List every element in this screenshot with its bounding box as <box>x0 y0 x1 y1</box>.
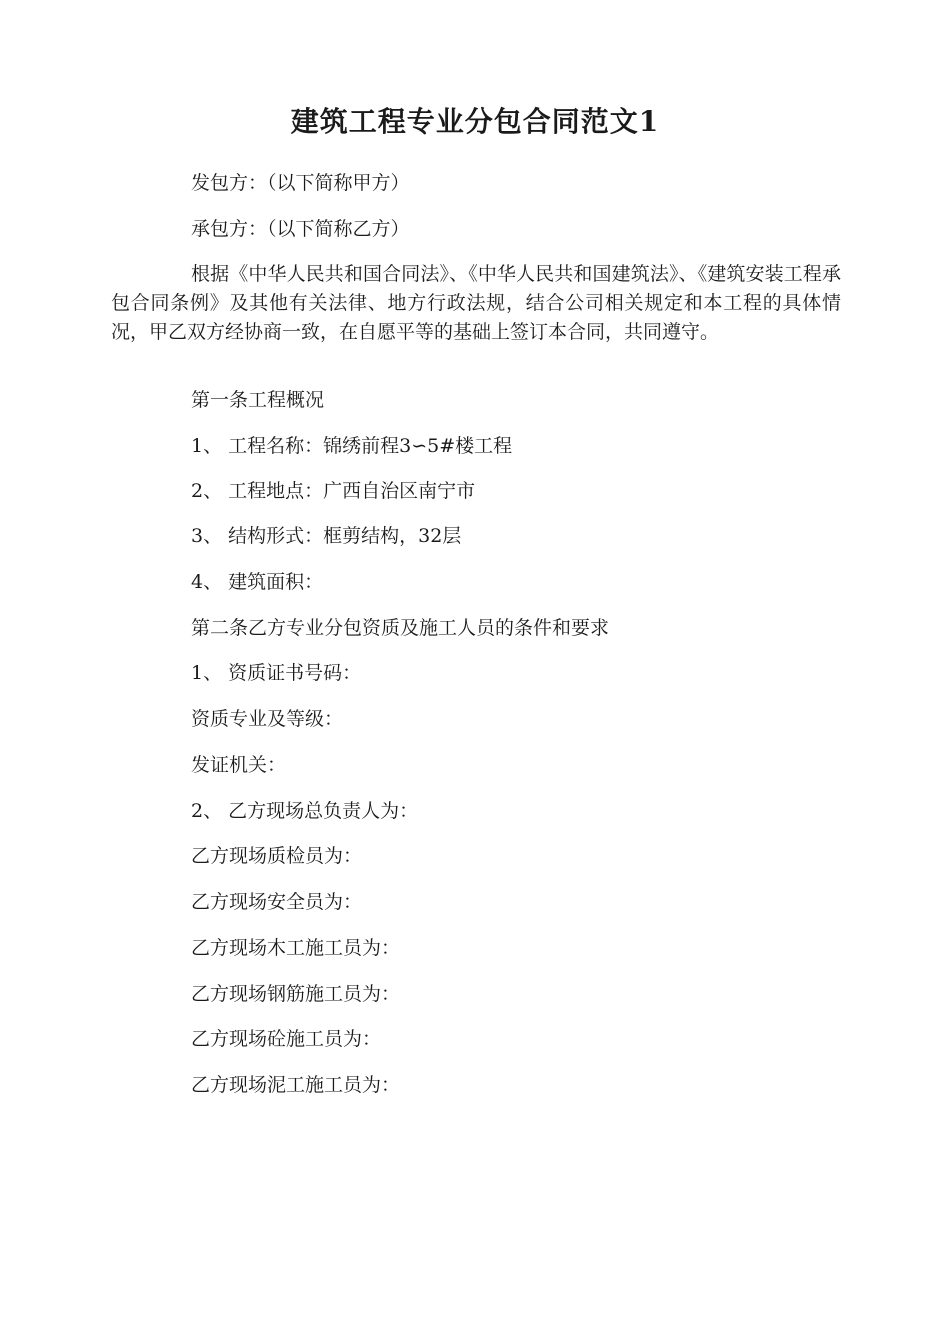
article1-heading: 第一条工程概况 <box>191 389 325 411</box>
contractor-line: 发包方：（以下简称甲方） <box>191 172 410 194</box>
article2-line: 2、 乙方现场总负责人为： <box>191 800 419 822</box>
preamble-paragraph: 根据《中华人民共和国合同法》、《中华人民共和国建筑法》、《建筑安装工程承包合同条例》及其他有关法律、地方行政法规，结合公司相关规定和本工程的具体情况，甲乙双方经协商一致，在自愿平等的基础上签订本合同，共同遵守。 <box>111 263 841 343</box>
article2-line: 1、 资质证书号码： <box>191 662 362 684</box>
article2-line: 乙方现场质检员为： <box>191 845 363 867</box>
article2-line: 乙方现场砼施工员为： <box>191 1028 382 1050</box>
article2-line: 资质专业及等级： <box>191 708 344 730</box>
document-title: 建筑工程专业分包合同范文1 <box>290 105 660 138</box>
article2-heading: 第二条乙方专业分包资质及施工人员的条件和要求 <box>191 617 610 639</box>
article1-item: 2、 工程地点：广西自治区南宁市 <box>191 480 476 502</box>
article1-item: 3、 结构形式：框剪结构，32层 <box>191 525 462 547</box>
article2-line: 发证机关： <box>191 754 287 776</box>
subcontractor-line: 承包方：（以下简称乙方） <box>191 218 410 240</box>
article2-line: 乙方现场泥工施工员为： <box>191 1074 401 1096</box>
article1-item: 1、 工程名称：锦绣前程3∽5#楼工程 <box>191 435 513 457</box>
article2-line: 乙方现场安全员为： <box>191 891 363 913</box>
article1-item: 4、 建筑面积： <box>191 571 324 593</box>
article2-line: 乙方现场木工施工员为： <box>191 937 401 959</box>
article2-line: 乙方现场钢筋施工员为： <box>191 983 401 1005</box>
